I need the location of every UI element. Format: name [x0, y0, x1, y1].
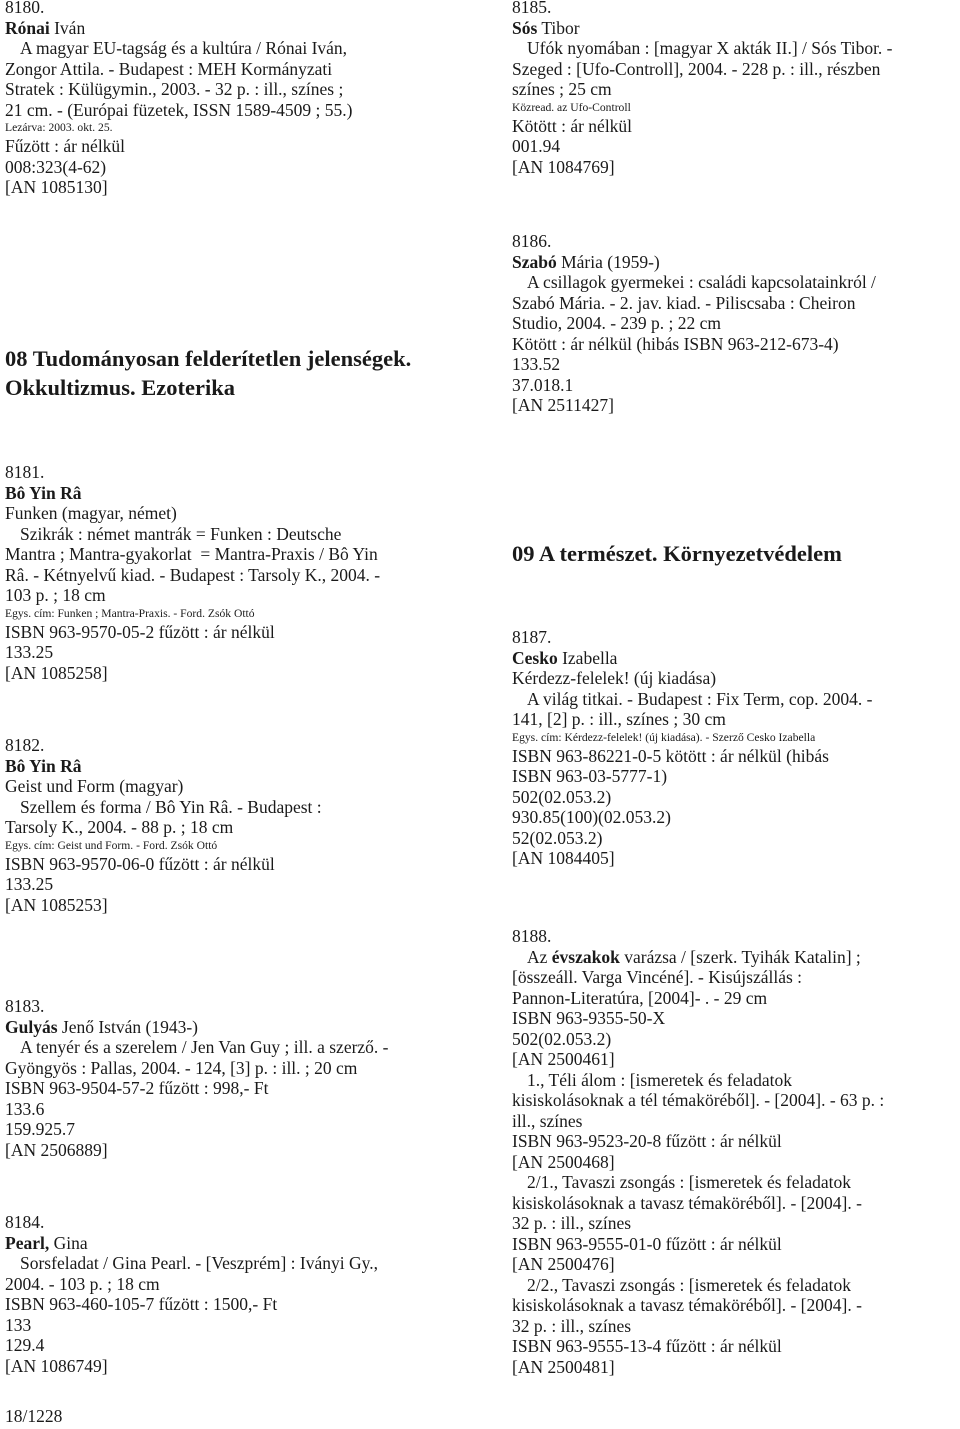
entry-number: 8185. [512, 0, 552, 17]
entry-binding: Kötött : ár nélkül [512, 115, 633, 136]
entry-8187 [512, 627, 873, 869]
entry-an-number: [AN 2506889] [5, 1139, 108, 1160]
author-surname: Pearl, [5, 1232, 50, 1253]
volume-an-number: [AN 2500481] [512, 1356, 615, 1377]
entry-classification: 133 [5, 1314, 32, 1335]
entry-title-line: Ufók nyomában : [magyar X akták II.] / Sós Tibor. - [527, 38, 893, 58]
entry-isbn: ISBN 963-9570-06-0 fűzött : ár nélkül [5, 853, 275, 874]
volume-title-line: kisiskolásoknak a tavasz témaköréből]. - [2004]. - [512, 1295, 862, 1315]
title-keyword: évszakok [551, 946, 620, 967]
entry-title-line: [összeáll. Varga Vincéné]. - Kisújszállás : [512, 967, 803, 987]
entry-title-line: Szellem és forma / Bô Yin Râ. - Budapest : [20, 796, 322, 817]
entry-author [512, 252, 876, 273]
entry-title-line: A tenyér és a szerelem / Jen Van Guy ; ill. a szerző. - [20, 1037, 389, 1057]
volume-title-line: 32 p. : ill., színes [512, 1213, 632, 1233]
entry-classification: 133.52 [512, 354, 561, 374]
volume-title-line: kisiskolásoknak a tavasz témaköréből]. - [2004]. - [512, 1192, 862, 1213]
entry-number: 8187. [512, 627, 552, 647]
entry-8183 [5, 996, 389, 1160]
entry-title-line: A világ titkai. - Budapest : Fix Term, cop. 2004. - [527, 688, 873, 709]
entry-title-line: Studio, 2004. - 239 p. ; 22 cm [512, 313, 722, 333]
entry-classification: 502(02.053.2) [512, 1028, 612, 1049]
entry-title-line: Szabó Mária. - 2. jav. kiad. - Piliscsaba : Cheiron [512, 292, 856, 313]
volume-isbn: ISBN 963-9555-13-4 fűzött : ár nélkül [512, 1336, 782, 1356]
entry-title-line: Mantra ; Mantra-gyakorlat = Mantra-Praxis / Bô Yin [5, 544, 378, 564]
volume-title-line: ill., színes [512, 1110, 583, 1131]
volume-title-line: kisiskolásoknak a tél témaköréből]. - [2004]. - 63 p. : [512, 1090, 885, 1110]
entry-an-number: [AN 1085130] [5, 177, 108, 197]
author-forename: Mária (1959-) [556, 251, 660, 272]
entry-classification: 133.25 [5, 874, 54, 894]
entry-an-number: [AN 1085253] [5, 894, 108, 915]
volume-an-number: [AN 2500468] [512, 1151, 615, 1172]
author-forename: Izabella [557, 647, 618, 668]
entry-number: 8182. [5, 735, 45, 755]
author-forename: Iván [49, 17, 86, 38]
entry-author [5, 18, 353, 39]
entry-author [5, 1017, 389, 1038]
entry-number: 8184. [5, 1212, 45, 1232]
entry-note: Egys. cím: Geist und Form. - Ford. Zsók Ottó [5, 838, 218, 852]
entry-number: 8181. [5, 462, 45, 482]
entry-title-line: 103 p. ; 18 cm [5, 585, 106, 605]
section-title-line: 08 Tudományosan felderítetlen jelenségek. [5, 346, 412, 371]
entry-number: 8186. [512, 231, 552, 251]
volume-title-line: 2/2., Tavaszi zsongás : [ismeretek és feladatok [527, 1274, 852, 1295]
entry-binding: Fűzött : ár nélkül [5, 136, 126, 156]
entry-classification: 37.018.1 [512, 374, 574, 395]
entry-8188 [512, 926, 884, 1377]
volume-title-line: 1., Téli álom : [ismeretek és feladatok [527, 1069, 793, 1090]
entry-number: 8188. [512, 926, 552, 946]
entry-uniform-title: Funken (magyar, német) [5, 503, 177, 523]
volume-title-line: 2/1., Tavaszi zsongás : [ismeretek és feladatok [527, 1172, 852, 1192]
author-surname: Szabó [512, 251, 557, 272]
section-heading-09 [512, 539, 842, 568]
author-surname: Rónai [5, 17, 50, 38]
entry-an-number: [AN 1085258] [5, 662, 108, 683]
entry-title-line: Gyöngyös : Pallas, 2004. - 124, [3] p. : ill. ; 20 cm [5, 1057, 358, 1078]
entry-isbn: ISBN 963-03-5777-1) [512, 766, 668, 786]
entry-title-line: Szeged : [Ufo-Controll], 2004. - 228 p. : ill., részben [512, 58, 881, 79]
author-forename: Jenő István (1943-) [57, 1016, 198, 1037]
author-forename: Gina [49, 1232, 88, 1253]
volume-isbn: ISBN 963-9523-20-8 fűzött : ár nélkül [512, 1131, 782, 1151]
volume-title-line: 32 p. : ill., színes [512, 1315, 632, 1336]
section-title-line: 09 A természet. Környezetvédelem [512, 541, 842, 566]
entry-classification: 008:323(4-62) [5, 156, 107, 177]
entry-title-line: Stratek : Külügymin., 2003. - 32 p. : ill., színes ; [5, 79, 344, 99]
entry-author [5, 1233, 378, 1254]
entry-number: 8180. [5, 0, 45, 17]
entry-title-line: Zongor Attila. - Budapest : MEH Kormányzati [5, 58, 333, 79]
entry-an-number: [AN 1086749] [5, 1355, 108, 1376]
title-suffix: varázsa / [szerk. Tyihák Katalin] ; [619, 946, 861, 967]
entry-title-line: Tarsoly K., 2004. - 88 p. ; 18 cm [5, 817, 234, 837]
entry-number: 8183. [5, 996, 45, 1016]
entry-an-number: [AN 1084405] [512, 848, 615, 868]
entry-title-line: Pannon-Literatúra, [2004]- . - 29 cm [512, 987, 768, 1008]
volume-isbn: ISBN 963-9555-01-0 fűzött : ár nélkül [512, 1233, 782, 1254]
entry-isbn: ISBN 963-9355-50-X [512, 1008, 666, 1028]
entry-isbn: ISBN 963-9504-57-2 fűzött : 998,- Ft [5, 1078, 269, 1098]
entry-classification: 133.6 [5, 1098, 45, 1119]
entry-classification: 001.94 [512, 136, 561, 156]
entry-uniform-title: Geist und Form (magyar) [5, 776, 184, 796]
entry-title-line: 21 cm. - (Európai füzetek, ISSN 1589-4509 ; 55.) [5, 99, 353, 120]
section-heading-08 [5, 344, 411, 402]
entry-title-line: A magyar EU-tagság és a kultúra / Rónai Iván, [20, 38, 348, 58]
entry-classification: 133.25 [5, 642, 54, 662]
entry-an-number: [AN 1084769] [512, 156, 615, 177]
entry-8182 [5, 735, 322, 915]
entry-isbn: ISBN 963-9570-05-2 fűzött : ár nélkül [5, 621, 275, 642]
entry-8184 [5, 1212, 378, 1376]
title-prefix: Az [527, 946, 552, 967]
entry-title-line: A csillagok gyermekei : családi kapcsolatainkról / [527, 272, 876, 292]
entry-author: Bô Yin Râ [5, 482, 82, 503]
entry-note: Lezárva: 2003. okt. 25. [5, 121, 113, 134]
page-number: 18/1228 [5, 1406, 63, 1426]
section-title-line: Okkultizmus. Ezoterika [5, 375, 236, 400]
entry-note: Egys. cím: Funken ; Mantra-Praxis. - Ford. Zsók Ottó [5, 606, 255, 620]
entry-title-line: 141, [2] p. : ill., színes ; 30 cm [512, 709, 726, 729]
entry-an-number: [AN 2511427] [512, 395, 614, 415]
entry-title-line: Râ. - Kétnyelvű kiad. - Budapest : Tarsoly K., 2004. - [5, 564, 381, 585]
entry-classification: 930.85(100)(02.053.2) [512, 807, 671, 827]
author-surname: Cesko [512, 647, 558, 668]
entry-title-line [512, 947, 884, 968]
entry-title-line: színes ; 25 cm [512, 79, 612, 99]
entry-note: Egys. cím: Kérdezz-felelek! (új kiadása). - Szerző Cesko Izabella [512, 730, 816, 744]
entry-author [512, 18, 893, 39]
entry-author [512, 648, 873, 669]
author-forename: Tibor [537, 17, 580, 38]
entry-author: Bô Yin Râ [5, 755, 82, 776]
entry-title-line: Sorsfeladat / Gina Pearl. - [Veszprém] : Iványi Gy., [20, 1253, 378, 1273]
author-surname: Sós [512, 17, 538, 38]
volume-an-number: [AN 2500476] [512, 1254, 615, 1274]
entry-isbn: ISBN 963-86221-0-5 kötött : ár nélkül (hibás [512, 745, 829, 766]
entry-an-number: [AN 2500461] [512, 1049, 615, 1069]
entry-title-line: Szikrák : német mantrák = Funken : Deutsche [20, 523, 342, 544]
entry-8180 [5, 0, 353, 198]
entry-8185 [512, 0, 893, 177]
entry-classification: 129.4 [5, 1335, 45, 1355]
entry-title-line: 2004. - 103 p. ; 18 cm [5, 1273, 160, 1294]
entry-isbn: ISBN 963-460-105-7 fűzött : 1500,- Ft [5, 1294, 278, 1314]
entry-note: Közread. az Ufo-Controll [512, 100, 631, 114]
entry-binding: Kötött : ár nélkül (hibás ISBN 963-212-673-4) [512, 333, 839, 354]
entry-8186 [512, 231, 876, 416]
entry-uniform-title: Kérdezz-felelek! (új kiadása) [512, 668, 717, 688]
entry-classification: 159.925.7 [5, 1119, 75, 1139]
author-surname: Gulyás [5, 1016, 58, 1037]
entry-classification: 502(02.053.2) [512, 786, 612, 807]
entry-classification: 52(02.053.2) [512, 827, 603, 848]
entry-8181 [5, 462, 380, 683]
